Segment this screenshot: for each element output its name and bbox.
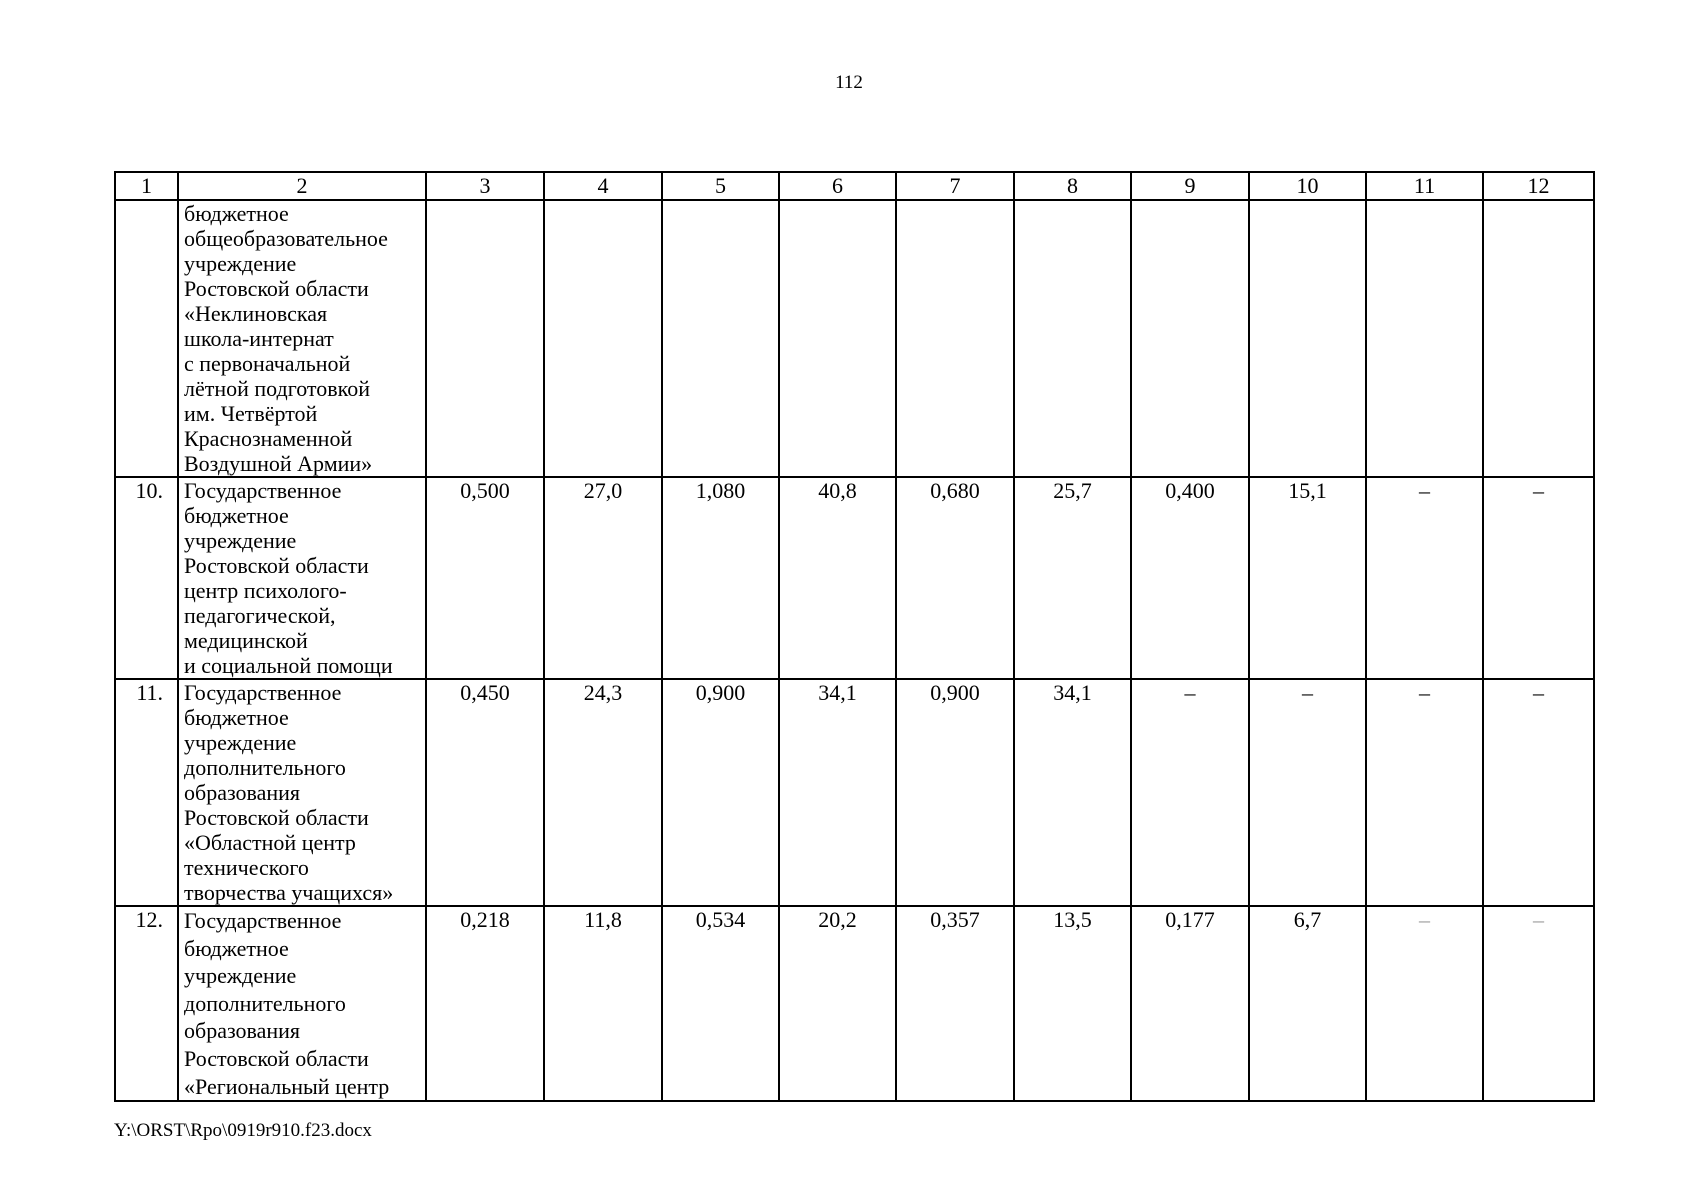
value-cell: – xyxy=(1483,477,1594,679)
row-number: 10. xyxy=(115,477,178,679)
row-number: 11. xyxy=(115,679,178,906)
value-cell xyxy=(1483,200,1594,477)
column-header: 4 xyxy=(544,172,662,200)
value-cell: – xyxy=(1366,679,1483,906)
table-header-row xyxy=(115,172,1594,200)
value-cell: – xyxy=(1249,679,1366,906)
institution-name: бюджетное общеобразовательное учреждение Ростовской области «Неклиновская школа-интернат с первоначальной лётной подготовкой им. Четвёртой Краснознаменной Воздушной Армии» xyxy=(178,200,426,477)
value-cell: 25,7 xyxy=(1014,477,1131,679)
value-cell: – xyxy=(1131,679,1249,906)
table-row xyxy=(115,477,1594,679)
column-header: 3 xyxy=(426,172,544,200)
value-cell: 34,1 xyxy=(779,679,896,906)
value-cell: 0,400 xyxy=(1131,477,1249,679)
data-table xyxy=(114,171,1595,1102)
value-cell: 40,8 xyxy=(779,477,896,679)
value-cell xyxy=(896,200,1014,477)
value-cell: 6,7 xyxy=(1249,906,1366,1101)
value-cell: 24,3 xyxy=(544,679,662,906)
value-cell: 15,1 xyxy=(1249,477,1366,679)
column-header: 2 xyxy=(178,172,426,200)
table-row xyxy=(115,679,1594,906)
column-header: 11 xyxy=(1366,172,1483,200)
value-cell xyxy=(1249,200,1366,477)
value-cell xyxy=(1014,200,1131,477)
value-cell: 0,450 xyxy=(426,679,544,906)
institution-name: Государственное бюджетное учреждение Ростовской области центр психолого- педагогической, медицинской и социальной помощи xyxy=(178,477,426,679)
value-cell: 0,500 xyxy=(426,477,544,679)
value-cell xyxy=(426,200,544,477)
column-header: 12 xyxy=(1483,172,1594,200)
value-cell xyxy=(779,200,896,477)
value-cell xyxy=(544,200,662,477)
value-cell xyxy=(662,200,779,477)
institution-name: Государственное бюджетное учреждение дополнительного образования Ростовской области «Областной центр технического творчества учащихся» xyxy=(178,679,426,906)
column-header: 5 xyxy=(662,172,779,200)
column-header: 10 xyxy=(1249,172,1366,200)
value-cell: – xyxy=(1483,679,1594,906)
value-cell: 0,218 xyxy=(426,906,544,1101)
value-cell: 0,900 xyxy=(896,679,1014,906)
value-cell: 27,0 xyxy=(544,477,662,679)
value-cell: – xyxy=(1366,477,1483,679)
institution-name: Государственное бюджетное учреждение дополнительного образования Ростовской области «Региональный центр xyxy=(178,906,426,1101)
value-cell: 0,534 xyxy=(662,906,779,1101)
value-cell: 1,080 xyxy=(662,477,779,679)
value-cell: 0,900 xyxy=(662,679,779,906)
value-cell: 34,1 xyxy=(1014,679,1131,906)
file-path-footer: Y:\ORST\Rpo\0919r910.f23.docx xyxy=(114,1120,372,1141)
table-row xyxy=(115,906,1594,1101)
table-row xyxy=(115,200,1594,477)
value-cell: 0,177 xyxy=(1131,906,1249,1101)
value-cell: 20,2 xyxy=(779,906,896,1101)
column-header: 9 xyxy=(1131,172,1249,200)
value-cell: 13,5 xyxy=(1014,906,1131,1101)
value-cell: – xyxy=(1483,906,1594,1101)
column-header: 8 xyxy=(1014,172,1131,200)
row-number xyxy=(115,200,178,477)
row-number: 12. xyxy=(115,906,178,1101)
column-header: 6 xyxy=(779,172,896,200)
value-cell: 0,680 xyxy=(896,477,1014,679)
value-cell xyxy=(1131,200,1249,477)
column-header: 1 xyxy=(115,172,178,200)
value-cell: 11,8 xyxy=(544,906,662,1101)
page-number: 112 xyxy=(835,72,863,93)
value-cell: – xyxy=(1366,906,1483,1101)
value-cell xyxy=(1366,200,1483,477)
value-cell: 0,357 xyxy=(896,906,1014,1101)
column-header: 7 xyxy=(896,172,1014,200)
